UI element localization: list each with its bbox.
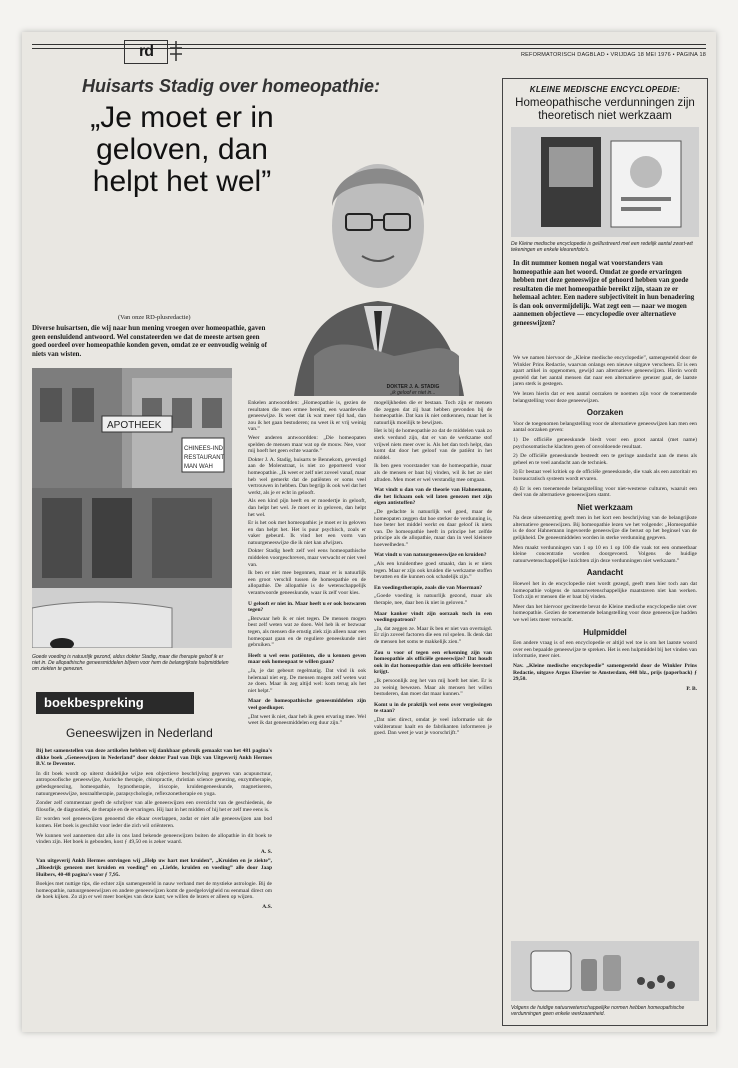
interview-answer: „Dat niet direct, omdat je veel informatie uit de vakliteratuur haalt en de fabrikanten informeren je goed. Dan weet je wat je voorschrijft.” [374, 716, 492, 737]
book-review-paragraph: Boekjes met nuttige tips, die echter zijn samengesteld in nauw verband met de mystieke astrologie. Bij de homeopathie, natuurgeneeswijzen en andere geneeswijzen komt de goedgelovigheid nu eenmaal direct om de hoek kijken. Zo zijn er wel meer boekjes van deze kant; we willen de lezers er alleen op wijzen. [36, 881, 272, 901]
article-column-3 [374, 400, 492, 1010]
portrait-caption-name: DOKTER J. A. STADIG [386, 384, 440, 390]
portrait-caption [358, 384, 468, 396]
interview-question: Maar de homeopathische geneesmiddelen zijn veel goedkoper. [248, 698, 366, 711]
svg-text:CHINEES-IND: CHINEES-IND [184, 446, 224, 452]
book-review-paragraph: Er worden wel geneeswijzen genoemd die elkaar overlappen, zodat er niet alle geneeswijzen aan bod komen. Het boek is geschikt voor ieder die zich wil oriënteren. [36, 816, 272, 829]
street-photo [32, 368, 232, 648]
logo-cross-icon [168, 40, 184, 62]
book-review-signature: A. S. [260, 848, 272, 855]
masthead [32, 38, 706, 64]
article-paragraph: mogelijkheden die er bestaan. Toch zijn er mensen die zeggen dat zij baat hebben gevonden bij de homeopathie. Dat kan ik niet ontkennen, maar het is natuurlijk moeilijk te bewijzen. [374, 400, 492, 426]
sidebar-paragraph: 2) De officiële geneeskunde besteedt een te geringe aandacht aan de mens als geheel en te veel aandacht aan de techniek. [513, 453, 697, 466]
interview-answer: „Bezwaar heb ik er niet tegen. De mensen mogen best zelf weten wat ze doen. Wel heb ik er bezwaar tegen, als mensen die ernstig ziek zijn alleen naar een homeopaat gaan en de reguliere geneeskunde niet gebruiken.” [248, 615, 366, 649]
book-review-paragraph: Van uitgeverij Ankh Hermes ontvingen wij „Help uw hart met kruiden”, „Kruiden en je ziekte”, „Bloedrijk genezen met kruiden en voeding” en „Liefde, kruiden en voeding” alle door Jaap Huibers, 40-48 pagina's voor ƒ 7,95. [36, 858, 272, 878]
book-review-title: Geneeswijzen in Nederland [66, 726, 213, 740]
sidebar-subheading: Niet werkzaam [577, 502, 633, 512]
book-review-text [36, 748, 272, 1028]
sidebar-paragraph: Men maakt verdunningen van 1 op 10 en 1 op 100 die vaak tot een onmeetbaar kleine concentratie worden doorgevoerd. Volgens de huidige natuurwetenschappelijke inzichten zijn deze verdunningen niet werkzaam.” [513, 544, 697, 564]
book-review-banner: boekbespreking [36, 692, 194, 714]
sidebar-paragraph: 4) Er is een toenemende belangstelling voor niet-westerse culturen, waaruit een deel van de alternatieve geneeswijzen stamt. [513, 485, 697, 499]
pills-photo-caption: Volgens de huidige natuurwetenschappelijke normen hebben homeopathische verdunningen geen enkele werkzaamheid. [511, 1005, 685, 1017]
article-paragraph: Als een kind pijn heeft en er moedertje in gelooft, dan helpt het wel. Je moet er in geloven, dan helpt het wel. [248, 498, 366, 518]
sidebar-paragraph: We lezen hierin dat er een aantal oorzaken te noemen zijn voor de toenemende belangstelling voor deze geneeswijzen. [513, 390, 697, 404]
sidebar-body [513, 355, 697, 935]
book-review-paragraph: In dit boek wordt op uiterst duidelijke wijze een objectieve beschrijving gegeven van acupunctuur, antroposofische geneeswijze, Aurische therapie, chiropractie, christian science genezing, enzymtherapie, gebedsgenezing, homeopathie, hypnotherapie, iriscopie, kruidengeneeskunde, magnetiseren, natuurgeneeswijze, neuraaltherapie, parapsychologie, reflexzonetherapie en yoga. [36, 770, 272, 797]
interview-answer: „Ik persoonlijk zeg het van mij hoeft het niet. Er is zo weinig bewezen. Maar als mensen het willen bestuderen, dan moet dat maar kunnen.” [374, 677, 492, 698]
interview-question: Wat vindt u van natuurgeneeswijze en kruiden? [374, 552, 487, 559]
interview-question: Komt u in de praktijk wel eens over vergissingen te staan? [374, 701, 492, 715]
portrait-caption-quote: „ik geloof er niet in... [390, 390, 436, 396]
sidebar-paragraph: Nav. „Kleine medische encyclopedie” samengesteld door de Winkler Prins Redactie, uitgave Argus Elsevier te Amsterdam, 448 blz., prijs (paperback) ƒ 29,50. [513, 662, 697, 683]
article-paragraph: Weer anderen antwoordden: „Die homeopaten spelden de mensen maar wat op de mouw. Nee, voor mij hoeft het geen echte waarde.” [248, 434, 366, 455]
book-review-paragraph: We kunnen wel aannemen dat alle in ons land bekende geneeswijzen buiten de allopathie in dit boek te vinden zijn. Het boek is gebonden, kost ƒ 49,50 en is zeker waard. [36, 832, 272, 846]
interview-question: Maar kanker vindt zijn oorzaak toch in een voedingspatroon? [374, 610, 492, 624]
book-review-paragraph: Bij het samenstellen van deze artikelen hebben wij dankbaar gebruik gemaakt van het 481 pagina's dikke boek „Geneeswijzen in Nederland” door dokter Paul van Dijk van Uitgeverij Ankh Hermes B.V. te Deventer. [36, 748, 272, 768]
sidebar-signature: P. B. [686, 685, 697, 692]
svg-text:RESTAURANT: RESTAURANT [184, 455, 225, 461]
street-photo-caption: Goede voeding is natuurlijk gezond, aldus dokter Stadig, maar die therapie geloof ik er niet in. De allopathische geneesmiddelen blijven voor hem de belangrijkste hulpmiddelen om ziekten te genezen. [32, 654, 229, 672]
interview-question: U gelooft er niet in. Maar heeft u er ook bezwaren tegen? [248, 600, 366, 614]
article-paragraph: Ik ben er niet mee begonnen, maar er is natuurlijk een groot verschil tussen de homeopathie en de allopathie. De allopathie is de wetenschappelijk verantwoorde geneeskunde, waar ik zelf voor kies. [248, 570, 366, 597]
encyclopedia-books-photo [511, 127, 699, 237]
article-paragraph: Er is het ook met homeopathie: je moet er in geloven en dan helpt het. Het is puur psychisch, zoals er vaker gebeurd. Ik vind het een vorm van natuurgeneeswijze die ik niet kan afwijzen. [248, 520, 366, 546]
book-review-signature: A.S. [262, 903, 272, 910]
article-paragraph: Ik ben geen voorstander van de homeopathie, maar als de mensen er baat bij vinden, wil ik het ze niet afraden. Men moet er wel verstandig mee omgaan. [374, 463, 492, 483]
interview-answer: „Als een kruidenthee goed smaakt, dan is er niets tegen. Maar er zijn ook kruiden die werkzame stoffen bevatten en die kunnen ook schadelijk zijn.” [374, 561, 492, 581]
sidebar-paragraph: Na deze uiteenzetting geeft men in het kort een beschrijving van de belangrijkste alternatieve geneeswijzen. Bij homeopathie lezen we het volgende: „Homeopathie is de door Hahnemann ingevoerde geneeswijze die berust op het beginsel van de gelijkheid. De geneesmiddelen worden in sterke verdunning gegeven. [513, 515, 697, 542]
article-paragraph: Enkelen antwoordden: „Homeopathie is, gezien de resultaten die men ermee bereikt, een waardevolle geneeswijze. Ik weet dat ik wat meer tijd had, dan zou ik het gaan bestuderen; nu weet ik er vrij weinig van.” [248, 400, 366, 433]
encyclopedia-sidebar [502, 78, 708, 1026]
books-photo-caption: De Kleine medische encyclopedie is geïllustreerd met een redelijk aantal zwart-wit tekeningen en enkele kleurenfoto's. [511, 241, 693, 253]
article-paragraph: Dokter Stadig heeft zelf wel eens homeopathische middelen voorgeschreven, maar verwacht er niet veel van. [248, 548, 366, 568]
sidebar-paragraph: 3) Er bestaat veel kritiek op de officiële geneeskunde, die vaak als een autoritair en bureaucratisch systeem wordt ervaren. [513, 469, 697, 482]
newspaper-logo: rd [124, 40, 168, 64]
pills-photo [511, 941, 699, 1001]
sidebar-subheading: Hulpmiddel [583, 627, 627, 637]
interview-question: Zou u voor of tegen een erkenning zijn van homeopathie als officiële geneeswijze? Dat houdt ook in dat homeopathie dan een officiële leerstoel krijgt. [374, 649, 492, 676]
interview-question: Wat vindt u dan van de theorie van Hahnemann, die het lichaam ook wil laten genezen met zijn eigen antistoffen? [374, 487, 492, 507]
book-review-paragraph: Zonder zelf commentaar geeft de schrijver van alle geneeswijzen een overzicht van de geschiedenis, de filosofie, de diagnostiek, de therapie en de ervaringen. Hij laat in het midden of hij het er zelf mee eens is. [36, 800, 272, 813]
interview-answer: „Ja, je dat gebeurt regelmatig. Dat vind ik ook helemaal niet erg. De mensen mogen zelf weten wat ze doen. Maar ik zeg altijd wel: kom terug als het niet helpt.” [248, 667, 366, 694]
article-byline: (Van onze RD-plusredactie) [118, 314, 191, 321]
interview-answer: „Goede voeding is natuurlijk gezond, maar als therapie, nee, daar ben ik niet in geloven.” [374, 593, 492, 607]
sidebar-subheading: Oorzaken [586, 408, 624, 418]
interview-answer: „Ja, dat zeggen ze. Maar ik ben er niet van overtuigd. Er zijn zoveel factoren die een rol spelen. Ik denk dat de mensen het soms te makkelijk zien.” [374, 625, 492, 645]
svg-text:MAN WAH: MAN WAH [184, 464, 213, 470]
article-kicker: Huisarts Stadig over homeopathie: [82, 76, 381, 96]
article-headline: „Je moet er in geloven, dan helpt het wel” [90, 101, 274, 198]
sidebar-headline: Homeopathische verdunningen zijn theoretisch niet werkzaam [515, 97, 695, 122]
sidebar-paragraph: Meer dan het hiervoor geciteerde bevat de Kleine medische encyclopedie niet over homeopathie. Gezien de toenemende belangstelling voor deze geneeswijze hadden we wel iets meer verwacht. [513, 603, 697, 623]
sidebar-paragraph: Voor de toegenomen belangstelling voor de alternatieve geneeswijzen kan men een aantal oorzaken geven: [513, 420, 697, 434]
sidebar-subheading: Aandacht [586, 568, 624, 578]
interview-question: En voedingstherapie, zoals die van Moerman? [374, 584, 483, 591]
sidebar-paragraph: 1) De officiële geneeskunde biedt voor een groot aantal (met name) psychosomatische klachten geen of onvoldoende resultaat. [513, 436, 697, 450]
sidebar-paragraph: We we namen hiervoor de „Kleine medische encyclopedie”, samengesteld door de Winkler Prins Redactie, waarvan onlangs een nieuwe uitgave verscheen. Er is een apart artikel in opgenomen, gewijd aan alternatieve geneeswijzen. Hierin wordt gesteld dat het aantal mensen dat naar een alternatieve genezer gaat, de laatste jaren sterk is gestegen. [513, 355, 697, 388]
doctor-portrait-photo [274, 106, 482, 396]
sidebar-intro: In dit nummer komen nogal wat voorstanders van homeopathie aan het woord. Omdat ze goede ervaringen hebben met deze geneeswijze of gehoord hebben van goede resultaten die met homeopathie bereikt zijn, staan ze er helemaal achter. Een nadere subjectiviteit in hun benadering is dan ook onvermijdelijk. Wat zegt een — naar we mogen aannemen objectieve — encyclopedie over alternatieve geneeswijzen? [513, 259, 695, 327]
sidebar-paragraph: Een andere vraag is of een encyclopedie er altijd wel toe is om het laatste woord over een bepaalde geneeswijze te spreken. Het is een hulpmiddel bij het vinden van informatie, meer niet. [513, 640, 697, 660]
sidebar-kicker: KLEINE MEDISCHE ENCYCLOPEDIE: [529, 85, 681, 94]
interview-answer: „De gedachte is natuurlijk wel goed, maar de homeopaten zeggen dat hoe sterker de verdunning is, hoe beter het middel werkt en daar geloof ik niets van. De homeopathie heeft in principe het zelfde principe als de allopathie, maar dan in veel kleinere hoeveelheden.” [374, 508, 492, 548]
article-intro: Diverse huisartsen, die wij naar hun mening vroegen over homeopathie, gaven geen eensluidend antwoord. Wel constateerden we dat de meeste artsen geen goed oordeel over homeopathie konden geven, omdat ze er eenvoudig weinig of niets van wisten. [32, 324, 268, 358]
sidebar-paragraph: Hoewel het in de encyclopedie niet wordt gezegd, geeft men hier toch aan dat homeopathie volgens de natuurwetenschappelijke maatstaven niet kan werken. Toch zijn er mensen die er baat bij vinden. [513, 581, 697, 601]
page-folio: REFORMATORISCH DAGBLAD • VRIJDAG 18 MEI 1976 • PAGINA 18 [521, 52, 706, 58]
article-paragraph: Het is bij de homeopathie zo dat de middelen vaak zo sterk verdund zijn, dat er van de werkzame stof vrijwel niets meer over is. Als het dan toch helpt, dan komt dat door het geloof van de patiënt in het middel. [374, 428, 492, 461]
interview-answer: „Dat weet ik niet, daar heb ik geen ervaring mee. Wel weet ik dat geneesmiddelen erg duur zijn.” [248, 713, 366, 727]
svg-text:APOTHEEK: APOTHEEK [107, 420, 162, 431]
newspaper-page [22, 32, 716, 1032]
article-paragraph: Dokter J. A. Stadig, huisarts te Bennekom, gevestigd aan de Molenstraat, is niet zo geporteerd voor homeopathie. „Ik weet er zelf niet zoveel vanaf, maar heb wel gemerkt dat de patiënten er soms veel vertrouwen in hebben. Dan begrijp ik ook wel dat het werkt, als je er echt in gelooft. [248, 456, 366, 496]
interview-question: Heeft u wel eens patiënten, die u kennen geven maar ook homeopaat te willen gaan? [248, 652, 366, 666]
